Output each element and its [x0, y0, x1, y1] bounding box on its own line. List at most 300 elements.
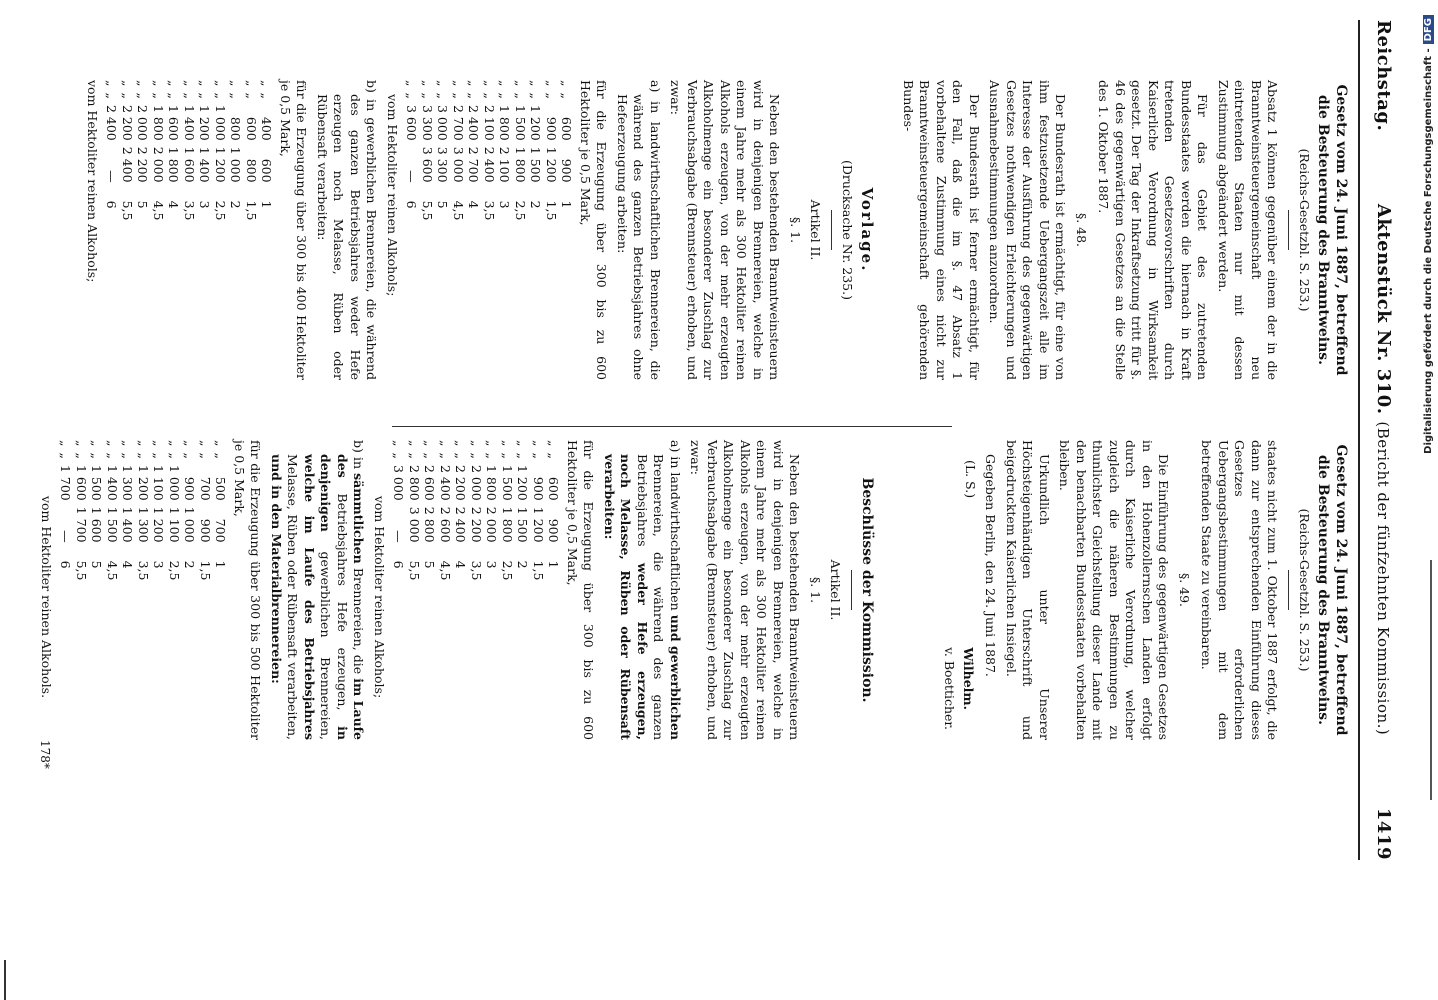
table-row [469, 440, 485, 586]
table-cell-from: 1 800 [151, 104, 166, 141]
paragraph: Die Einführung des gegenwärtigen Gesetzes in den Hohenzollernschen Landen erfolgt durch Kaiserliche Verordnung, welcher zugleich die näheren Bestimmungen zu thunlichster Gleichstellung dieser Lande mit den benachbarten Bundesstaaten vorbehalten bleiben. [1057, 440, 1172, 740]
table-cell-rate: 6 [58, 560, 74, 569]
table-cell-rate: 4,5 [151, 200, 166, 221]
signature-mark: 178* [38, 740, 52, 769]
table-cell-from: 1 700 [58, 464, 74, 501]
ditto-mark: „ [167, 452, 182, 459]
ditto-mark: „ [198, 440, 213, 447]
table-cell-to: — [104, 170, 120, 183]
table-row [104, 80, 120, 226]
table-cell-from: 2 400 [104, 104, 120, 141]
ditto-mark: „ [515, 440, 531, 447]
text-run-bold: weder Hefe erzeugen, noch Melasse, Rüben oder Rübensaft verarbeiten: [602, 454, 650, 740]
list-item [268, 440, 367, 740]
divider [852, 570, 853, 610]
table-cell-from: 800 [228, 116, 244, 141]
table-cell-to: 2 600 [438, 506, 453, 543]
table-cell-rate: 3,5 [182, 200, 197, 221]
ditto-mark: „ [404, 80, 420, 87]
signature-minister: v. Boetticher. [942, 647, 958, 730]
table-cell-from: 500 [213, 476, 229, 501]
table-row [453, 440, 469, 586]
table-cell-to: — [404, 170, 420, 183]
table-row [228, 80, 244, 226]
table-cell-from: 1 200 [136, 464, 151, 501]
text-run-bold: und in den Materialbrennereien: [269, 454, 284, 684]
ditto-mark: „ [420, 92, 435, 99]
table-cell-from: 2 000 [469, 464, 484, 501]
table-cell-to: 1 100 [167, 506, 182, 543]
table-cell-rate: 1 [259, 200, 275, 209]
ditto-mark: „ [531, 440, 546, 447]
table-cell-from: 3 000 [435, 104, 451, 141]
ditto-mark: „ [182, 80, 197, 87]
ditto-mark: „ [513, 92, 528, 99]
ditto-mark: „ [151, 440, 167, 447]
ditto-mark: „ [151, 452, 167, 459]
table-cell-from: 600 [546, 476, 562, 501]
ditto-mark: „ [453, 452, 469, 459]
table-cell-from: 900 [544, 116, 559, 141]
ditto-mark: „ [135, 80, 151, 87]
paragraph: Der Bundesrath ist ferner ermächtigt, für den Fall, daß die im §. 47 Absatz 1 vorbehaltene Zustimmung eines nicht zur Branntweinsteuergemeinschaft gehörenden Bundes- [901, 80, 982, 380]
ditto-mark: „ [166, 92, 182, 99]
header-document-number: Aktenstück Nr. 310. [1373, 203, 1395, 415]
ditto-mark: „ [435, 80, 451, 87]
ditto-mark: „ [244, 80, 259, 87]
ditto-mark: „ [544, 80, 559, 87]
table-row [451, 80, 467, 226]
divider [832, 210, 833, 250]
list-item: a) in landwirthschaftlichen Brennereien, die während des ganzen Betriebsjahres ohne Hefeerzeugung arbeiten: [615, 80, 663, 380]
table-row [531, 440, 547, 586]
table-cell-to: 3 000 [407, 506, 422, 543]
table-cell-from: 2 000 [135, 104, 151, 141]
table-row [500, 440, 516, 586]
table-cell-to: 1 800 [166, 146, 182, 183]
table-cell-to: 2 400 [120, 146, 135, 183]
table-cell-rate: 2,5 [213, 200, 228, 221]
ditto-mark: „ [244, 92, 259, 99]
table-cell-to: 1 500 [528, 146, 544, 183]
table-row [105, 440, 121, 586]
table-cell-rate: 5 [135, 200, 151, 209]
ditto-mark: „ [544, 92, 559, 99]
ditto-mark: „ [136, 440, 151, 447]
ditto-mark: „ [438, 440, 453, 447]
ditto-mark: „ [197, 92, 213, 99]
table-cell-rate: 2,5 [167, 560, 182, 581]
table-cell-to: 900 [198, 518, 213, 543]
table-cell-from: 1 200 [528, 104, 544, 141]
table-outro: vom Hektoliter reinen Alkohols; [85, 80, 100, 283]
table-row [466, 80, 482, 226]
table-cell-rate: 1 [213, 560, 229, 569]
text-run-bold: sämmtlichen [351, 473, 367, 564]
text-run: Melasse, Rüben oder Rübensaft verarbeiten, [285, 454, 301, 740]
ditto-mark: „ [105, 440, 120, 447]
text-run: a) in landwirthschaftlichen [668, 440, 683, 611]
ditto-mark: „ [213, 452, 229, 459]
table-cell-to: 800 [244, 158, 259, 183]
digitization-credit: Digitalisierung gefördert durch die Deutsche Forschungsgemeinschaft - [1422, 48, 1434, 454]
text-run: Brennereien, die während des ganzen Betriebsjahres [635, 454, 667, 740]
text-run-bold: welche im Laufe des Betriebsjahres [302, 454, 317, 740]
table-row [58, 440, 74, 586]
ditto-mark: „ [484, 440, 500, 447]
table-cell-rate: 4 [120, 560, 136, 569]
table-intro: für die Erzeugung über 300 bis zu 600 Hektoliter je 0,5 Mark, [578, 80, 610, 380]
table-cell-rate: 2 [515, 560, 531, 569]
ditto-mark: „ [104, 80, 120, 87]
table-cell-to: 1 200 [213, 146, 228, 183]
right-law-title: Gesetz vom 24. Juni 1887, betreffend die Besteuerung des Branntweins. [1315, 444, 1349, 736]
table-cell-rate: 1 [559, 200, 575, 209]
ditto-mark: „ [482, 80, 497, 87]
table-cell-from: 1 000 [167, 464, 182, 501]
table-row [182, 80, 198, 226]
table-cell-to: 2 000 [151, 146, 166, 183]
right-column [39, 440, 1350, 740]
section-heading: §. 1. [788, 216, 803, 244]
left-column [85, 80, 1350, 380]
section-heading: §. 49. [1177, 572, 1192, 608]
ditto-mark: „ [259, 80, 275, 87]
seal-mark: (L. S.) [963, 460, 978, 499]
ditto-mark: „ [500, 452, 515, 459]
table-cell-rate: 1,5 [244, 200, 259, 221]
text-run: b) in [351, 440, 367, 470]
ditto-mark: „ [228, 92, 244, 99]
table-row [197, 80, 213, 226]
table-cell-rate: 4 [166, 200, 182, 209]
ditto-mark: „ [228, 80, 244, 87]
text-run: Brennereien, die [351, 567, 367, 675]
table-cell-from: 3 000 [391, 464, 407, 501]
table-cell-to: 600 [259, 158, 275, 183]
table-intro: für die Erzeugung über 300 bis zu 600 Hektoliter je 0,5 Mark, [565, 440, 597, 740]
table-row [74, 440, 90, 586]
table-cell-from: 600 [559, 116, 575, 141]
table-cell-from: 1 600 [74, 464, 89, 501]
ditto-mark: „ [197, 80, 213, 87]
table-cell-rate: 3 [484, 560, 500, 569]
table-cell-from: 2 100 [482, 104, 497, 141]
table-cell-from: 1 600 [166, 104, 182, 141]
table-cell-to: 700 [213, 518, 229, 543]
table-cell-rate: 3 [197, 200, 213, 209]
table-row [422, 440, 438, 586]
ditto-mark: „ [120, 440, 136, 447]
text-run-bold: in denjenigen [318, 454, 350, 740]
rate-table [58, 440, 229, 586]
ditto-mark: „ [469, 440, 484, 447]
table-cell-rate: 1 [546, 560, 562, 569]
table-cell-to: 2 400 [482, 146, 497, 183]
divider [1289, 570, 1290, 610]
ditto-mark: „ [391, 452, 407, 459]
table-row [166, 80, 182, 226]
table-cell-from: 900 [182, 476, 198, 501]
ditto-mark: „ [422, 440, 438, 447]
ditto-mark: „ [135, 92, 151, 99]
table-cell-to: 1 700 [74, 506, 89, 543]
table-cell-to: — [391, 530, 407, 543]
header-rule [1358, 20, 1360, 860]
table-cell-from: 3 300 [420, 104, 435, 141]
table-cell-to: 1 300 [136, 506, 151, 543]
table-cell-from: 1 100 [151, 464, 167, 501]
ditto-mark: „ [166, 80, 182, 87]
table-cell-rate: 2 [182, 560, 198, 569]
paragraph: Der Bundesrath ist ermächtigt, für eine von ihm festzusetzende Uebergangszeit alle im Interesse der Ausführung des gegenwärtigen Gesetzes nothwendigen Erleichterungen und Ausnahmebestimmungen anzuordnen. [987, 80, 1069, 380]
table-cell-to: 1 500 [105, 506, 120, 543]
ditto-mark: „ [74, 440, 89, 447]
table-cell-rate: 5,5 [120, 200, 135, 221]
paragraph: Für das Gebiet des zutretenden Bundesstaates werden die hiernach in Kraft tretenden Gesetzesvorschriften durch Kaiserliche Verordnung in Wirksamkeit gesetzt. Der Tag der Inkraftsetzung tritt für §. 46 des gegenwärtigen Gesetzes an die Stelle des 1. Oktober 1887. [1096, 80, 1211, 380]
table-cell-from: 2 400 [438, 464, 453, 501]
ditto-mark: „ [182, 92, 197, 99]
text-run: Betriebsjahres Hefe erzeugen, [335, 493, 350, 711]
table-cell-from: 900 [531, 476, 546, 501]
section-heading: §. 1. [808, 576, 823, 604]
table-cell-to: 2 200 [135, 146, 151, 183]
table-cell-to: 2 000 [484, 506, 500, 543]
table-cell-from: 1 200 [515, 464, 531, 501]
table-cell-to: 2 400 [453, 506, 469, 543]
ditto-mark: „ [469, 452, 484, 459]
table-cell-from: 2 400 [466, 104, 482, 141]
table-cell-rate: 3,5 [469, 560, 484, 581]
text-run: gewerblichen Brennereien, [318, 551, 334, 740]
scan-edge-mark [4, 960, 6, 1000]
paragraph: Absatz 1 können gegenüber einem der in die Branntweinsteuergemeinschaft neu eintretenden Staaten nur mit dessen Zustimmung abgeändert werden. [1216, 80, 1281, 380]
table-row [136, 440, 152, 586]
ditto-mark: „ [482, 92, 497, 99]
table-row [151, 80, 167, 226]
table-cell-from: 1 400 [182, 104, 197, 141]
table-cell-to: 1 800 [500, 506, 515, 543]
table-row [438, 440, 454, 586]
table-cell-rate: 2 [228, 200, 244, 209]
beschluesse-heading: Beschlüsse der Kommission. [859, 477, 875, 703]
ditto-mark: „ [422, 452, 438, 459]
table-row [120, 440, 136, 586]
table-cell-from: 2 800 [407, 464, 422, 501]
ditto-mark: „ [435, 92, 451, 99]
table-cell-rate: 4 [453, 560, 469, 569]
table-cell-rate: 6 [104, 200, 120, 209]
ditto-mark: „ [451, 92, 466, 99]
ditto-mark: „ [213, 440, 229, 447]
ditto-mark: „ [497, 80, 513, 87]
list-item [601, 440, 684, 740]
table-cell-from: 1 500 [89, 464, 105, 501]
table-cell-rate: 3,5 [136, 560, 151, 581]
ditto-mark: „ [497, 92, 513, 99]
table-outro: vom Hektoliter reinen Alkohols; [372, 495, 387, 699]
page-number: 1419 [1373, 807, 1395, 860]
right-law-reference: (Reichs-Gesetzbl. S. 253.) [1297, 508, 1312, 672]
table-cell-from: 1 000 [213, 104, 228, 141]
table-cell-to: 1 000 [228, 146, 244, 183]
table-cell-rate: 6 [404, 200, 420, 209]
table-cell-from: 600 [244, 116, 259, 141]
table-cell-to: 1 400 [120, 506, 136, 543]
ditto-mark: „ [559, 92, 575, 99]
ditto-mark: „ [451, 80, 466, 87]
table-cell-to: 1 600 [182, 146, 197, 183]
paragraph: staates nicht zum 1. Oktober 1887 erfolgt, die dann zur entsprechenden Einführung dieses Gesetzes erforderlichen Uebergangsbestimmungen mit dem betreffenden Staate zu vereinbaren. [1199, 440, 1281, 740]
table-row [167, 440, 183, 586]
header-report: (Bericht der fünfzehnten Kommission.) [1374, 421, 1393, 736]
table-cell-rate: 1,5 [531, 560, 546, 581]
ditto-mark: „ [546, 452, 562, 459]
divider [1289, 210, 1290, 250]
paragraph: Urkundlich unter Unserer Höchsteigenhändigen Unterschrift und beigedrucktem Kaiserlichen Insiegel. [1004, 440, 1052, 740]
table-cell-from: 1 800 [497, 104, 513, 141]
table-cell-rate: 5,5 [74, 560, 89, 581]
table-cell-to: 1 200 [151, 506, 167, 543]
vorlage-heading: Vorlage. [858, 187, 877, 273]
table-cell-from: 1 500 [500, 464, 515, 501]
table-row [198, 440, 214, 586]
rate-table [104, 80, 275, 226]
table-cell-from: 2 700 [451, 104, 466, 141]
ditto-mark: „ [466, 80, 482, 87]
table-cell-to: 1 200 [544, 146, 559, 183]
column-divider [392, 426, 952, 427]
rate-table [404, 80, 575, 226]
ditto-mark: „ [120, 92, 135, 99]
table-cell-rate: 6 [391, 560, 407, 569]
table-cell-rate: 3 [151, 560, 167, 569]
table-cell-to: 1 000 [182, 506, 198, 543]
rate-table [391, 440, 562, 586]
table-row [420, 80, 436, 226]
paragraph: Neben den bestehenden Branntweinsteuern wird in denjenigen Brennereien, welche in einem Jahre mehr als 300 Hektoliter reinen Alkohols erzeugen, von der mehr erzeugten Alkoholmenge ein besonderer Zuschlag zur Verbrauchsabgabe (Brennsteuer) erhoben, und zwar: [688, 440, 803, 740]
table-row [391, 440, 407, 586]
table-row [213, 80, 229, 226]
table-row [559, 80, 575, 226]
table-cell-rate: 3 [497, 200, 513, 209]
table-cell-from: 1 300 [120, 464, 136, 501]
table-cell-from: 400 [259, 116, 275, 141]
paragraph: Gegeben Berlin, den 24. Juni 1887. [983, 454, 999, 677]
list-item: b) in gewerblichen Brennereien, die während des ganzen Betriebsjahres weder Hefe erzeugen noch Melasse, Rüben oder Rübensaft verarbeiten: [315, 80, 380, 380]
left-law-title: Gesetz vom 24. Juni 1887, betreffend die Besteuerung des Branntweins. [1315, 84, 1349, 376]
signature-emperor: Wilhelm. [961, 647, 976, 710]
table-cell-rate: 5 [422, 560, 438, 569]
table-row [182, 440, 198, 586]
ditto-mark: „ [531, 452, 546, 459]
table-row [513, 80, 529, 226]
table-cell-rate: 2 [528, 200, 544, 209]
table-cell-to: 3 600 [420, 146, 435, 183]
table-outro: vom Hektoliter reinen Alkohols. [39, 495, 54, 699]
ditto-mark: „ [466, 92, 482, 99]
table-row [482, 80, 498, 226]
table-cell-rate: 5 [435, 200, 451, 209]
table-row [89, 440, 105, 586]
table-cell-from: 1 500 [513, 104, 528, 141]
ditto-mark: „ [58, 440, 74, 447]
ditto-mark: „ [407, 440, 422, 447]
table-row [435, 80, 451, 226]
table-row [497, 80, 513, 226]
ditto-mark: „ [528, 92, 544, 99]
table-row [407, 440, 423, 586]
ditto-mark: „ [167, 440, 182, 447]
ditto-mark: „ [484, 452, 500, 459]
ditto-mark: „ [182, 440, 198, 447]
ditto-mark: „ [151, 80, 166, 87]
table-cell-rate: 2,5 [513, 200, 528, 221]
vorlage-reference: (Drucksache Nr. 235.) [840, 160, 855, 300]
ditto-mark: „ [58, 452, 74, 459]
table-cell-rate: 5 [89, 560, 105, 569]
table-cell-rate: 5,5 [420, 200, 435, 221]
ditto-mark: „ [259, 92, 275, 99]
header-left: Reichstag. [1373, 20, 1395, 132]
dfg-logo: DFG [1423, 15, 1434, 44]
left-law-reference: (Reichs-Gesetzbl. S. 253.) [1297, 148, 1312, 312]
table-cell-to: 3 300 [435, 146, 451, 183]
ditto-mark: „ [136, 452, 151, 459]
text-run-bold: im Laufe des [335, 454, 367, 740]
table-cell-to: 1 500 [515, 506, 531, 543]
table-row [213, 440, 229, 586]
table-row [528, 80, 544, 226]
table-cell-from: 2 200 [453, 464, 469, 501]
table-intro: für die Erzeugung über 300 bis 400 Hektoliter je 0,5 Mark, [278, 80, 310, 380]
ditto-mark: „ [213, 92, 228, 99]
header-middle [1374, 204, 1395, 735]
ditto-mark: „ [515, 452, 531, 459]
ditto-mark: „ [120, 80, 135, 87]
table-row [484, 440, 500, 586]
table-cell-rate: 5,5 [407, 560, 422, 581]
article-heading: Artikel II. [828, 559, 844, 621]
table-cell-from: 1 800 [484, 464, 500, 501]
ditto-mark: „ [182, 452, 198, 459]
table-cell-to: 1 800 [513, 146, 528, 183]
table-cell-to: 1 200 [531, 506, 546, 543]
ditto-mark: „ [420, 80, 435, 87]
table-row [546, 440, 562, 586]
table-cell-rate: 4,5 [105, 560, 120, 581]
table-cell-rate: 2,5 [500, 560, 515, 581]
table-cell-to: 2 700 [466, 146, 482, 183]
table-row [120, 80, 136, 226]
table-cell-from: 2 200 [120, 104, 135, 141]
ditto-mark: „ [105, 452, 120, 459]
ditto-mark: „ [546, 440, 562, 447]
table-row [244, 80, 260, 226]
table-cell-to: 2 200 [469, 506, 484, 543]
paragraph: Neben den bestehenden Branntweinsteuern wird in denjenigen Brennereien, welche in einem Jahre mehr als 300 Hektoliter reinen Alkohols erzeugen, von der mehr erzeugten Alkoholmenge ein besonderer Zuschlag zur Verbrauchsabgabe (Brennsteuer) erhoben, und zwar: [668, 80, 783, 380]
table-intro: für die Erzeugung über 300 bis 500 Hektoliter je 0,5 Mark, [232, 440, 264, 740]
table-row [544, 80, 560, 226]
article-heading: Artikel II. [808, 199, 824, 261]
table-cell-to: 2 800 [422, 506, 438, 543]
table-row [515, 440, 531, 586]
table-cell-rate: 4,5 [451, 200, 466, 221]
ditto-mark: „ [453, 440, 469, 447]
table-cell-rate: 1,5 [198, 560, 213, 581]
table-cell-from: 3 600 [404, 104, 420, 141]
ditto-mark: „ [89, 440, 105, 447]
